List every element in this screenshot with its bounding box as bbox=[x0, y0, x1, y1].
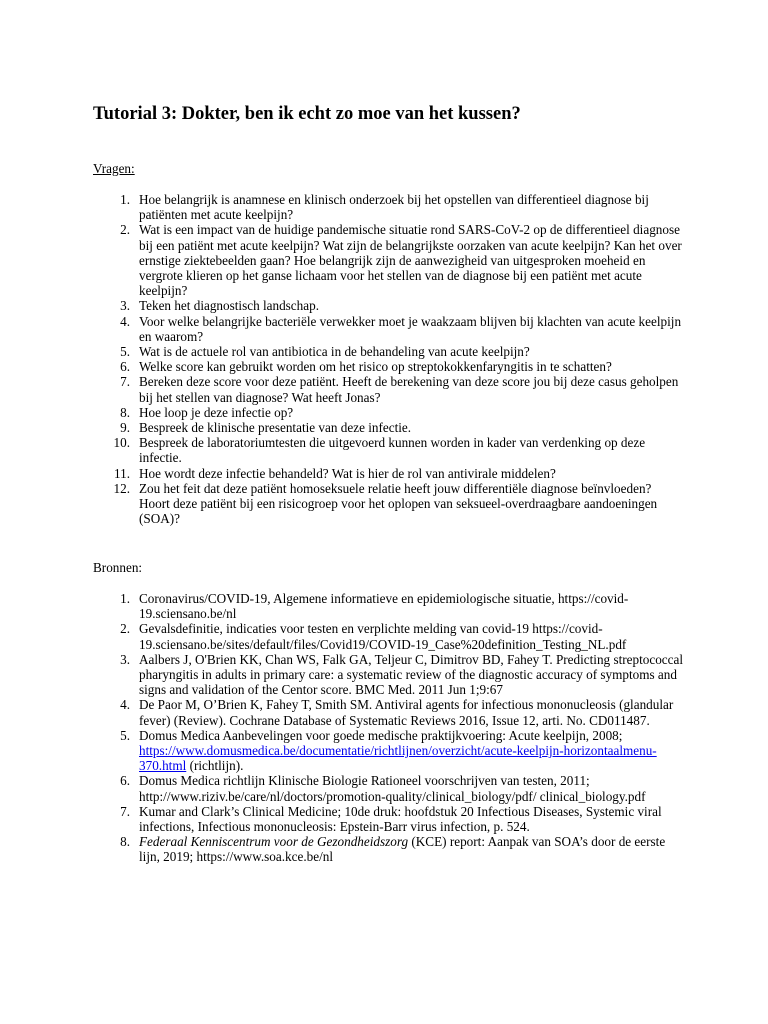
list-item: 12. Zou het feit dat deze patiënt homoseksuele relatie heeft jouw differentiële diagnose beïnvloeden? Hoort deze patiënt bij een risicogroep voor het oplopen van seksueel-overdraagbare aandoeningen (SOA)? bbox=[113, 480, 658, 527]
sources-list bbox=[93, 591, 683, 865]
list-item: 2. Gevalsdefinitie, indicaties voor testen en verplichte melding van covid-19 https://covid-19.sciensano.be/sites/default/files/Covid19/COVID-19_Case%20definition_Testing_NL.pdf bbox=[120, 621, 627, 652]
list-item: 1. Hoe belangrijk is anamnese en klinisch onderzoek bij het opstellen van differentieel diagnose bij patiënten met acute keelpijn? bbox=[120, 192, 649, 223]
list-item: 3. Teken het diagnostisch landschap. bbox=[120, 298, 319, 314]
list-item: 8. Hoe loop je deze infectie op? bbox=[120, 404, 294, 420]
sources-heading: Bronnen: bbox=[93, 560, 143, 575]
list-item: 10. Bespreek de laboratoriumtesten die uitgevoerd kunnen worden in kader van verdenking op deze infectie. bbox=[113, 435, 646, 466]
list-item: 6. Welke score kan gebruikt worden om het risico op streptokokkenfaryngitis in te schatten? bbox=[120, 359, 612, 375]
list-item: 5. Wat is de actuele rol van antibiotica in de behandeling van acute keelpijn? bbox=[120, 344, 530, 360]
questions-list bbox=[93, 192, 683, 526]
page-title: Tutorial 3: Dokter, ben ik echt zo moe van het kussen? bbox=[93, 104, 521, 124]
list-item: 11. Hoe wordt deze infectie behandeld? Wat is hier de rol van antivirale middelen? bbox=[114, 465, 556, 481]
list-item: 5. Domus Medica Aanbevelingen voor goede medische praktijkvoering: Acute keelpijn, 2008; https://www.domusmedica.be/documentatie/richtlijnen/overzicht/acute-keelpijn-horizontaalmenu-370.html (richtlijn). bbox=[120, 727, 657, 774]
list-item: 6. Domus Medica richtlijn Klinische Biologie Rationeel voorschrijven van testen, 2011; http://www.riziv.be/care/nl/doctors/promotion-quality/clinical_biology/pdf/ clinical_biology.pdf bbox=[120, 773, 646, 804]
questions-heading: Vragen: bbox=[93, 161, 135, 176]
list-item: 2. Wat is een impact van de huidige pandemische situatie rond SARS-CoV-2 op de differentieel diagnose bij een patiënt met acute keelpijn? Wat zijn de belangrijkste oorzaken van acute keelpijn? Kan het over ernstige ziektebeelden gaan? Hoe belangrijk zijn de aanwezigheid van uitgesproken moeheid en vergrote klieren op het ganse lichaam voor het stellen van de diagnose bij een patiënt met acute keelpijn? bbox=[120, 222, 682, 299]
list-item: 7. Bereken deze score voor deze patiënt. Heeft de berekening van deze score jou bij deze casus geholpen bij het stellen van diagnose? Wat heeft Jonas? bbox=[120, 374, 679, 405]
list-item: 4. De Paor M, O’Brien K, Fahey T, Smith SM. Antiviral agents for infectious mononucleosis (glandular fever) (Review). Cochrane Database of Systematic Reviews 2016, Issue 12, arti. No. CD011487. bbox=[120, 697, 674, 728]
list-item: 9. Bespreek de klinische presentatie van deze infectie. bbox=[120, 420, 412, 436]
list-item: 7. Kumar and Clark’s Clinical Medicine; 10de druk: hoofdstuk 20 Infectious Diseases, Systemic viral infections, Infectious mononucleosis: Epstein-Barr virus infection, p. 524. bbox=[120, 803, 662, 835]
list-item: 3. Aalbers J, O'Brien KK, Chan WS, Falk GA, Teljeur C, Dimitrov BD, Fahey T. Predicting streptococcal pharyngitis in adults in primary care: a systematic review of the diagnostic accuracy of symptoms and signs and validation of the Centor score. BMC Med. 2011 Jun 1;9:67 bbox=[120, 651, 684, 698]
list-item: 1. Coronavirus/COVID-19, Algemene informatieve en epidemiologische situatie, https://covid-19.sciensano.be/nl bbox=[120, 591, 629, 622]
domus-medica-link[interactable]: https://www.domusmedica.be/documentatie/richtlijnen/overzicht/acute-keelpijn-horizontaalmenu-370.html bbox=[139, 743, 657, 774]
list-item: 8. Federaal Kenniscentrum voor de Gezondheidszorg (KCE) report: Aanpak van SOA’s door de eerste lijn, 2019; https://www.soa.kce.be/nl bbox=[120, 834, 666, 865]
list-item: 4. Voor welke belangrijke bacteriële verwekker moet je waakzaam blijven bij klachten van acute keelpijn en waarom? bbox=[120, 313, 682, 344]
